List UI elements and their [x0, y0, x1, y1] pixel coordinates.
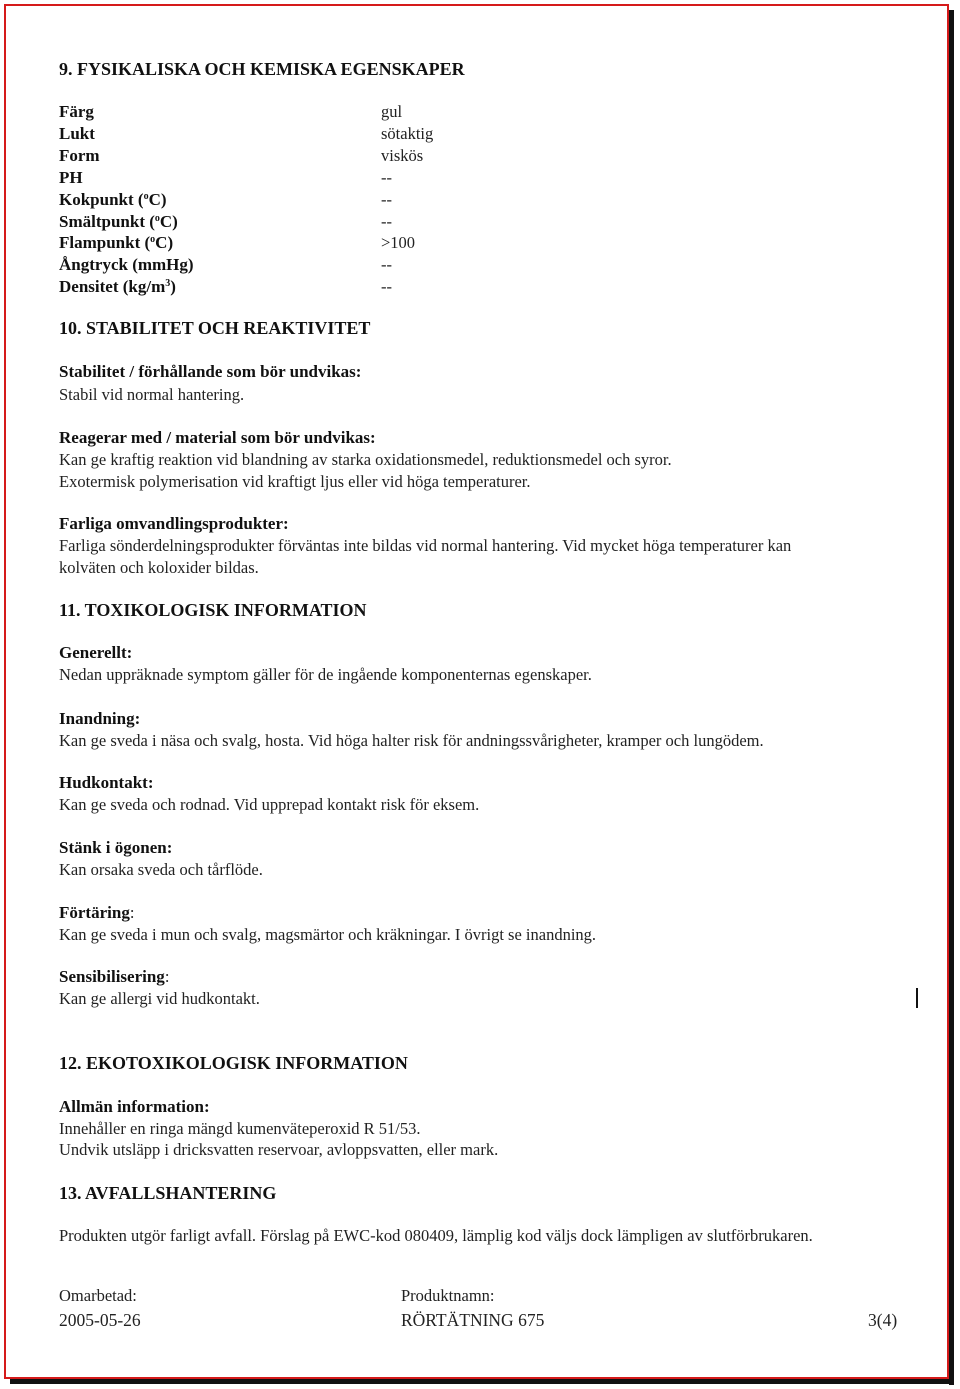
stability-label: Stabilitet / förhållande som bör undvikas:: [59, 362, 362, 381]
property-label: Flampunkt ($^o$C): [59, 233, 174, 252]
footer-revised-date: 2005-05-26: [59, 1310, 141, 1330]
property-value: --: [381, 190, 392, 209]
property-value: gul: [381, 102, 403, 121]
property-row: [59, 277, 559, 299]
property-value: viskös: [381, 146, 424, 165]
sensitization-label-row: Sensibilisering:: [59, 967, 170, 986]
property-value: --: [381, 277, 392, 296]
inhalation-label: Inandning:: [59, 709, 141, 728]
skin-text: Kan ge sveda och rodnad. Vid upprepad kontakt risk för eksem.: [59, 795, 480, 814]
footer-product-label: Produktnamn:: [401, 1286, 495, 1305]
property-label: Densitet $(kg/m^3)$: [59, 277, 176, 296]
property-label: Lukt: [59, 124, 95, 143]
hazard-label: Farliga omvandlingsprodukter:: [59, 514, 289, 533]
hazard-text-line2: kolväten och koloxider bildas.: [59, 558, 259, 577]
property-row: [59, 168, 559, 190]
property-value: sötaktig: [381, 124, 434, 143]
property-value: >100: [381, 233, 416, 252]
sensitization-label: Sensibilisering: [59, 967, 165, 986]
property-row: [59, 233, 559, 255]
section11-heading: 11. TOXIKOLOGISK INFORMATION: [59, 600, 367, 620]
section12-heading: 12. EKOTOXIKOLOGISK INFORMATION: [59, 1053, 408, 1073]
section13-heading: 13. AVFALLSHANTERING: [59, 1183, 277, 1203]
property-row: [59, 255, 559, 277]
property-row: [59, 124, 559, 146]
sensitization-text: Kan ge allergi vid hudkontakt.: [59, 989, 260, 1008]
reacts-text-line2: Exotermisk polymerisation vid kraftigt ljus eller vid höga temperaturer.: [59, 472, 531, 491]
property-label: Smältpunkt ($^o$C): [59, 212, 178, 231]
footer-page-number: 3(4): [868, 1310, 898, 1330]
footer-product-name: RÖRTÄTNING 675: [401, 1310, 545, 1330]
general-text: Nedan uppräknade symptom gäller för de ingående komponenternas egenskaper.: [59, 665, 592, 684]
property-label: PH: [59, 168, 83, 187]
property-value: --: [381, 255, 392, 274]
eco-text-line2: Undvik utsläpp i dricksvatten reservoar, avloppsvatten, eller mark.: [59, 1140, 499, 1159]
text-cursor: [916, 988, 918, 1008]
eco-text-line1: Innehåller en ringa mängd kumenväteperoxid R 51/53.: [59, 1119, 421, 1138]
property-row: [59, 102, 559, 124]
page-border-shadow-bottom: [10, 1379, 954, 1384]
property-row: [59, 190, 559, 212]
skin-label: Hudkontakt:: [59, 773, 154, 792]
property-row: [59, 212, 559, 234]
stability-text: Stabil vid normal hantering.: [59, 385, 245, 404]
waste-text: Produkten utgör farligt avfall. Förslag på EWC-kod 080409, lämplig kod väljs dock lämpligen av slutförbrukaren.: [59, 1226, 813, 1245]
page-border-shadow-right: [949, 10, 954, 1385]
property-label: Färg: [59, 102, 94, 121]
property-value: --: [381, 168, 392, 187]
eco-general-label: Allmän information:: [59, 1097, 210, 1116]
ingestion-label: Förtäring: [59, 903, 130, 922]
ingestion-text: Kan ge sveda i mun och svalg, magsmärtor och kräkningar. I övrigt se inandning.: [59, 925, 597, 944]
general-label: Generellt:: [59, 643, 133, 662]
hazard-text-line1: Farliga sönderdelningsprodukter förväntas inte bildas vid normal hantering. Vid mycket höga temperaturer kan: [59, 536, 792, 555]
property-value: --: [381, 212, 392, 231]
property-row: [59, 146, 559, 168]
reacts-text-line1: Kan ge kraftig reaktion vid blandning av starka oxidationsmedel, reduktionsmedel och syror.: [59, 450, 672, 469]
footer-revised-label: Omarbetad:: [59, 1286, 137, 1305]
reacts-label: Reagerar med / material som bör undvikas:: [59, 428, 376, 447]
property-label: Form: [59, 146, 100, 165]
eyes-label: Stänk i ögonen:: [59, 838, 173, 857]
inhalation-text: Kan ge sveda i näsa och svalg, hosta. Vid höga halter risk för andningssvårigheter, kramper och lungödem.: [59, 731, 764, 750]
property-label: Kokpunkt ($^o$C): [59, 190, 167, 209]
ingestion-label-row: Förtäring:: [59, 903, 135, 922]
eyes-text: Kan orsaka sveda och tårflöde.: [59, 860, 263, 879]
property-label: Ångtryck (mmHg): [59, 255, 194, 274]
section9-heading: 9. FYSIKALISKA OCH KEMISKA EGENSKAPER: [59, 59, 465, 79]
section10-heading: 10. STABILITET OCH REAKTIVITET: [59, 318, 371, 338]
